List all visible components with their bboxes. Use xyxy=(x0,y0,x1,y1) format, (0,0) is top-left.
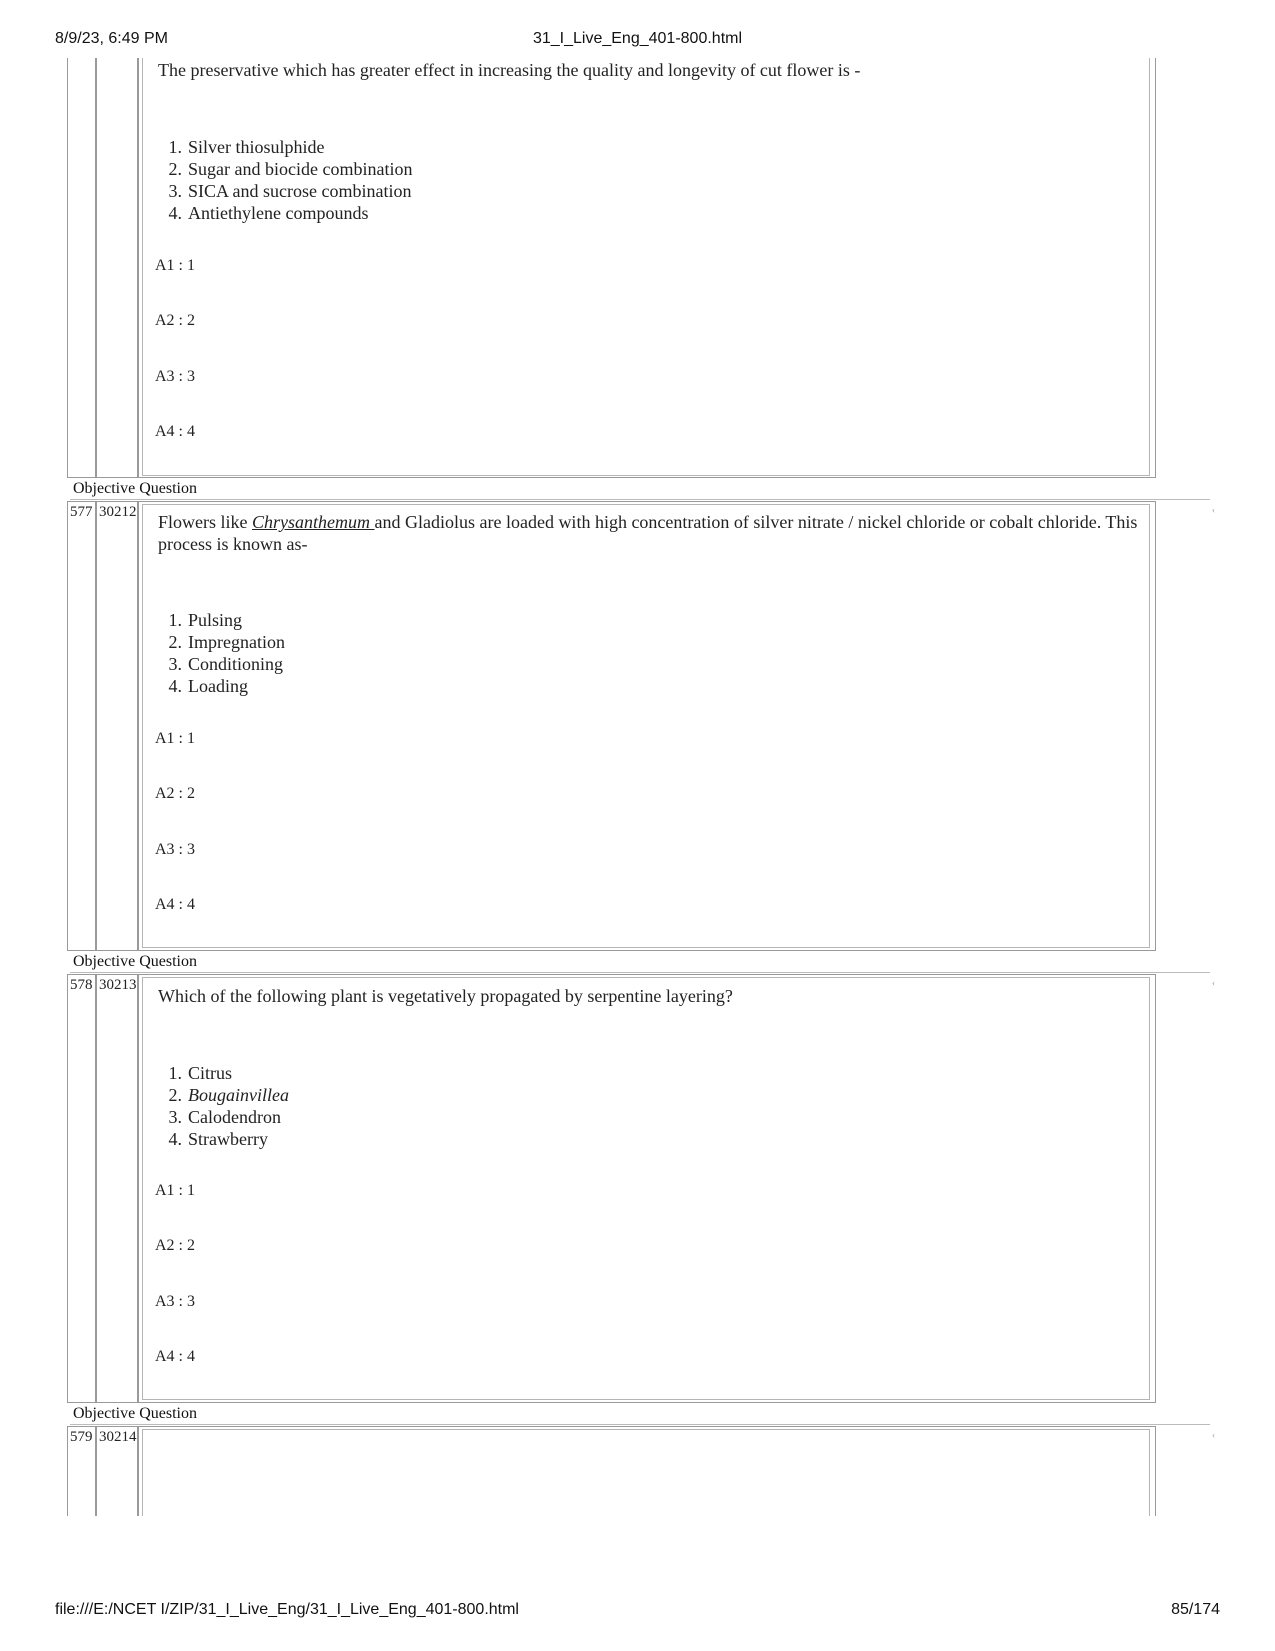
question-text: The preservative which has greater effect in increasing the quality and longevity of cut flower is - xyxy=(158,60,861,80)
option-list xyxy=(158,136,412,224)
answer-3: A3 : 3 xyxy=(155,1293,195,1310)
option-item: 3. Conditioning xyxy=(168,654,284,674)
scientific-name: Chrysanthemum xyxy=(252,512,375,532)
print-file-path: file:///E:/NCET I/ZIP/31_I_Live_Eng/31_I_Live_Eng_401-800.html xyxy=(55,1601,519,1618)
option-item: 1. Citrus xyxy=(168,1063,233,1083)
serial-number: 578 xyxy=(67,974,96,1403)
question-id: 30212 xyxy=(96,501,138,951)
print-datetime: 8/9/23, 6:49 PM xyxy=(55,30,168,47)
option-item: 3. Calodendron xyxy=(168,1107,281,1127)
answer-2: A2 : 2 xyxy=(155,312,195,329)
question-type-label: Objective Question xyxy=(73,1405,197,1422)
option-item: 3. SICA and sucrose combination xyxy=(168,181,412,201)
option-item: 4. Antiethylene compounds xyxy=(168,203,369,223)
answer-1: A1 : 1 xyxy=(155,730,195,747)
option-list xyxy=(158,1062,289,1150)
divider xyxy=(70,499,1210,500)
qid-cell xyxy=(96,58,138,478)
cell-marker: ‹ xyxy=(1212,505,1215,515)
print-page-number: 85/174 xyxy=(1171,1601,1220,1618)
question-inner-box xyxy=(142,58,1150,476)
question-inner-box xyxy=(142,504,1150,948)
question-type-label: Objective Question xyxy=(73,953,197,970)
question-inner-box xyxy=(142,977,1150,1400)
question-text: Which of the following plant is vegetatively propagated by serpentine layering? xyxy=(158,986,733,1006)
answer-3: A3 : 3 xyxy=(155,841,195,858)
answer-4: A4 : 4 xyxy=(155,423,195,440)
option-item: 4. Loading xyxy=(168,676,248,696)
cell-marker: ‹ xyxy=(1212,978,1215,988)
answer-3: A3 : 3 xyxy=(155,368,195,385)
answer-4: A4 : 4 xyxy=(155,1348,195,1365)
answer-4: A4 : 4 xyxy=(155,896,195,913)
answer-1: A1 : 1 xyxy=(155,257,195,274)
question-inner-box xyxy=(142,1429,1150,1516)
option-item: 4. Strawberry xyxy=(168,1129,268,1149)
answer-2: A2 : 2 xyxy=(155,1237,195,1254)
print-page-title: 31_I_Live_Eng_401-800.html xyxy=(532,30,743,47)
option-item: 2. Bougainvillea xyxy=(168,1085,289,1105)
question-text: Flowers like Chrysanthemum and Gladiolus are loaded with high concentration of silver nitrate / nickel chloride or cobalt chloride. This process is known as- xyxy=(158,512,1138,554)
option-list xyxy=(158,609,285,697)
divider xyxy=(70,1424,1210,1425)
question-type-label: Objective Question xyxy=(73,480,197,497)
serial-number: 579 xyxy=(67,1426,96,1516)
cell-marker: ‹ xyxy=(1212,1430,1215,1440)
answer-1: A1 : 1 xyxy=(155,1182,195,1199)
serial-number: 577 xyxy=(67,501,96,951)
answer-2: A2 : 2 xyxy=(155,785,195,802)
option-item: 2. Sugar and biocide combination xyxy=(168,159,413,179)
option-item: 1. Pulsing xyxy=(168,610,243,630)
sno-cell xyxy=(67,58,96,478)
option-item: 2. Impregnation xyxy=(168,632,285,652)
question-id: 30213 xyxy=(96,974,138,1403)
divider xyxy=(70,972,1210,973)
option-item: 1. Silver thiosulphide xyxy=(168,137,325,157)
question-id: 30214 xyxy=(96,1426,138,1516)
